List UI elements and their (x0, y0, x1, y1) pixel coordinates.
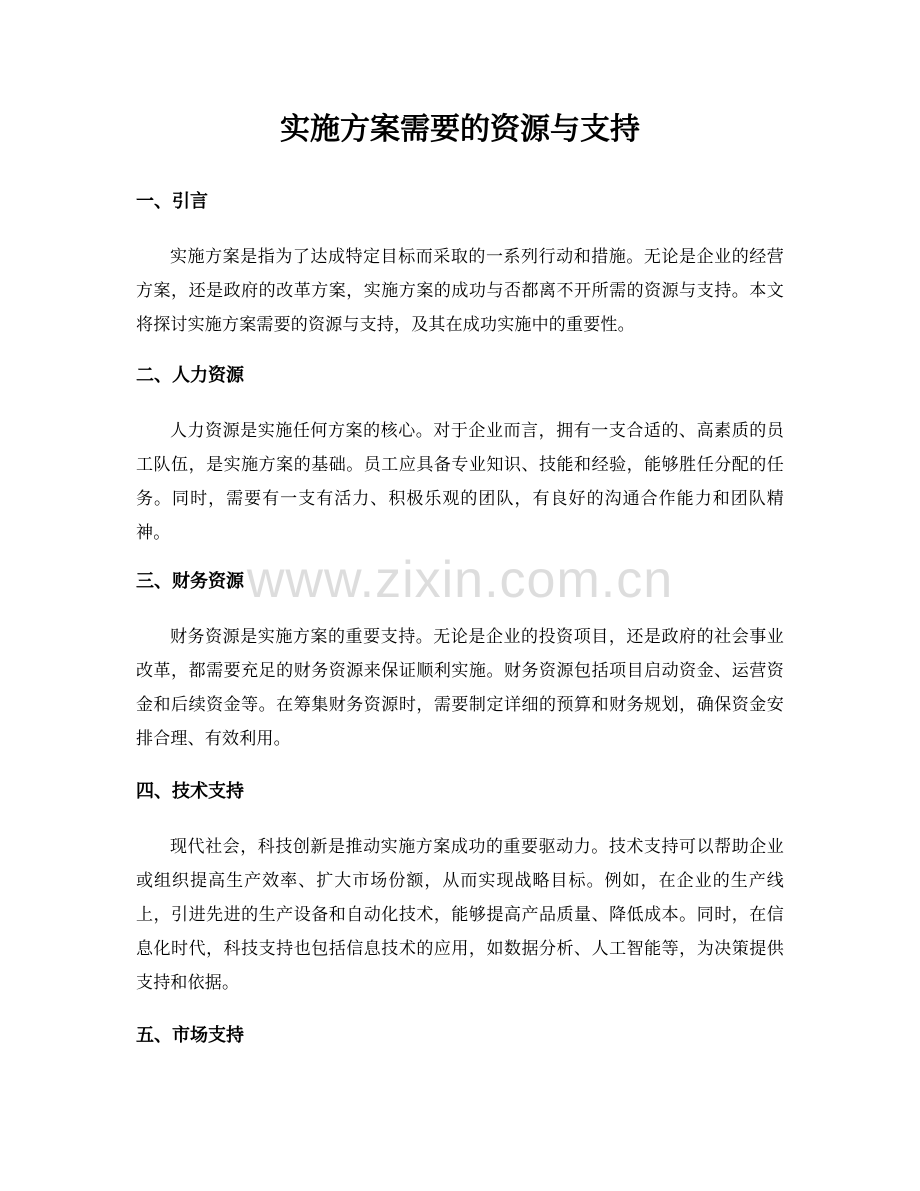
section-technical-support (136, 778, 784, 1000)
section-market-support (136, 1022, 784, 1050)
section-heading: 一、引言 (136, 191, 208, 212)
document-title: 实施方案需要的资源与支持 (280, 112, 640, 147)
section-paragraph: 人力资源是实施任何方案的核心。对于企业而言，拥有一支合适的、高素质的员工队伍，是实施方案的基础。员工应具备专业知识、技能和经验，能够胜任分配的任务。同时，需要有一支有活力、积极乐观的团队，有良好的沟通合作能力和团队精神。 (136, 421, 784, 543)
section-heading: 四、技术支持 (136, 781, 244, 802)
section-paragraph: 现代社会，科技创新是推动实施方案成功的重要驱动力。技术支持可以帮助企业或组织提高生产效率、扩大市场份额，从而实现战略目标。例如，在企业的生产线上，引进先进的生产设备和自动化技术，能够提高产品质量、降低成本。同时，在信息化时代，科技支持也包括信息技术的应用，如数据分析、人工智能等，为决策提供支持和依据。 (136, 837, 784, 993)
section-heading: 三、财务资源 (136, 571, 244, 592)
section-heading: 五、市场支持 (136, 1025, 244, 1046)
section-heading: 二、人力资源 (136, 365, 244, 386)
section-introduction (136, 188, 784, 342)
section-financial-resources (136, 568, 784, 756)
watermark: www.zixin.com.cn (246, 551, 674, 609)
section-human-resources (136, 362, 784, 550)
section-paragraph: 实施方案是指为了达成特定目标而采取的一系列行动和措施。无论是企业的经营方案，还是政府的改革方案，实施方案的成功与否都离不开所需的资源与支持。本文将探讨实施方案需要的资源与支持，及其在成功实施中的重要性。 (136, 247, 784, 335)
section-paragraph: 财务资源是实施方案的重要支持。无论是企业的投资项目，还是政府的社会事业改革，都需要充足的财务资源来保证顺利实施。财务资源包括项目启动资金、运营资金和后续资金等。在筹集财务资源时，需要制定详细的预算和财务规划，确保资金安排合理、有效利用。 (136, 627, 784, 749)
